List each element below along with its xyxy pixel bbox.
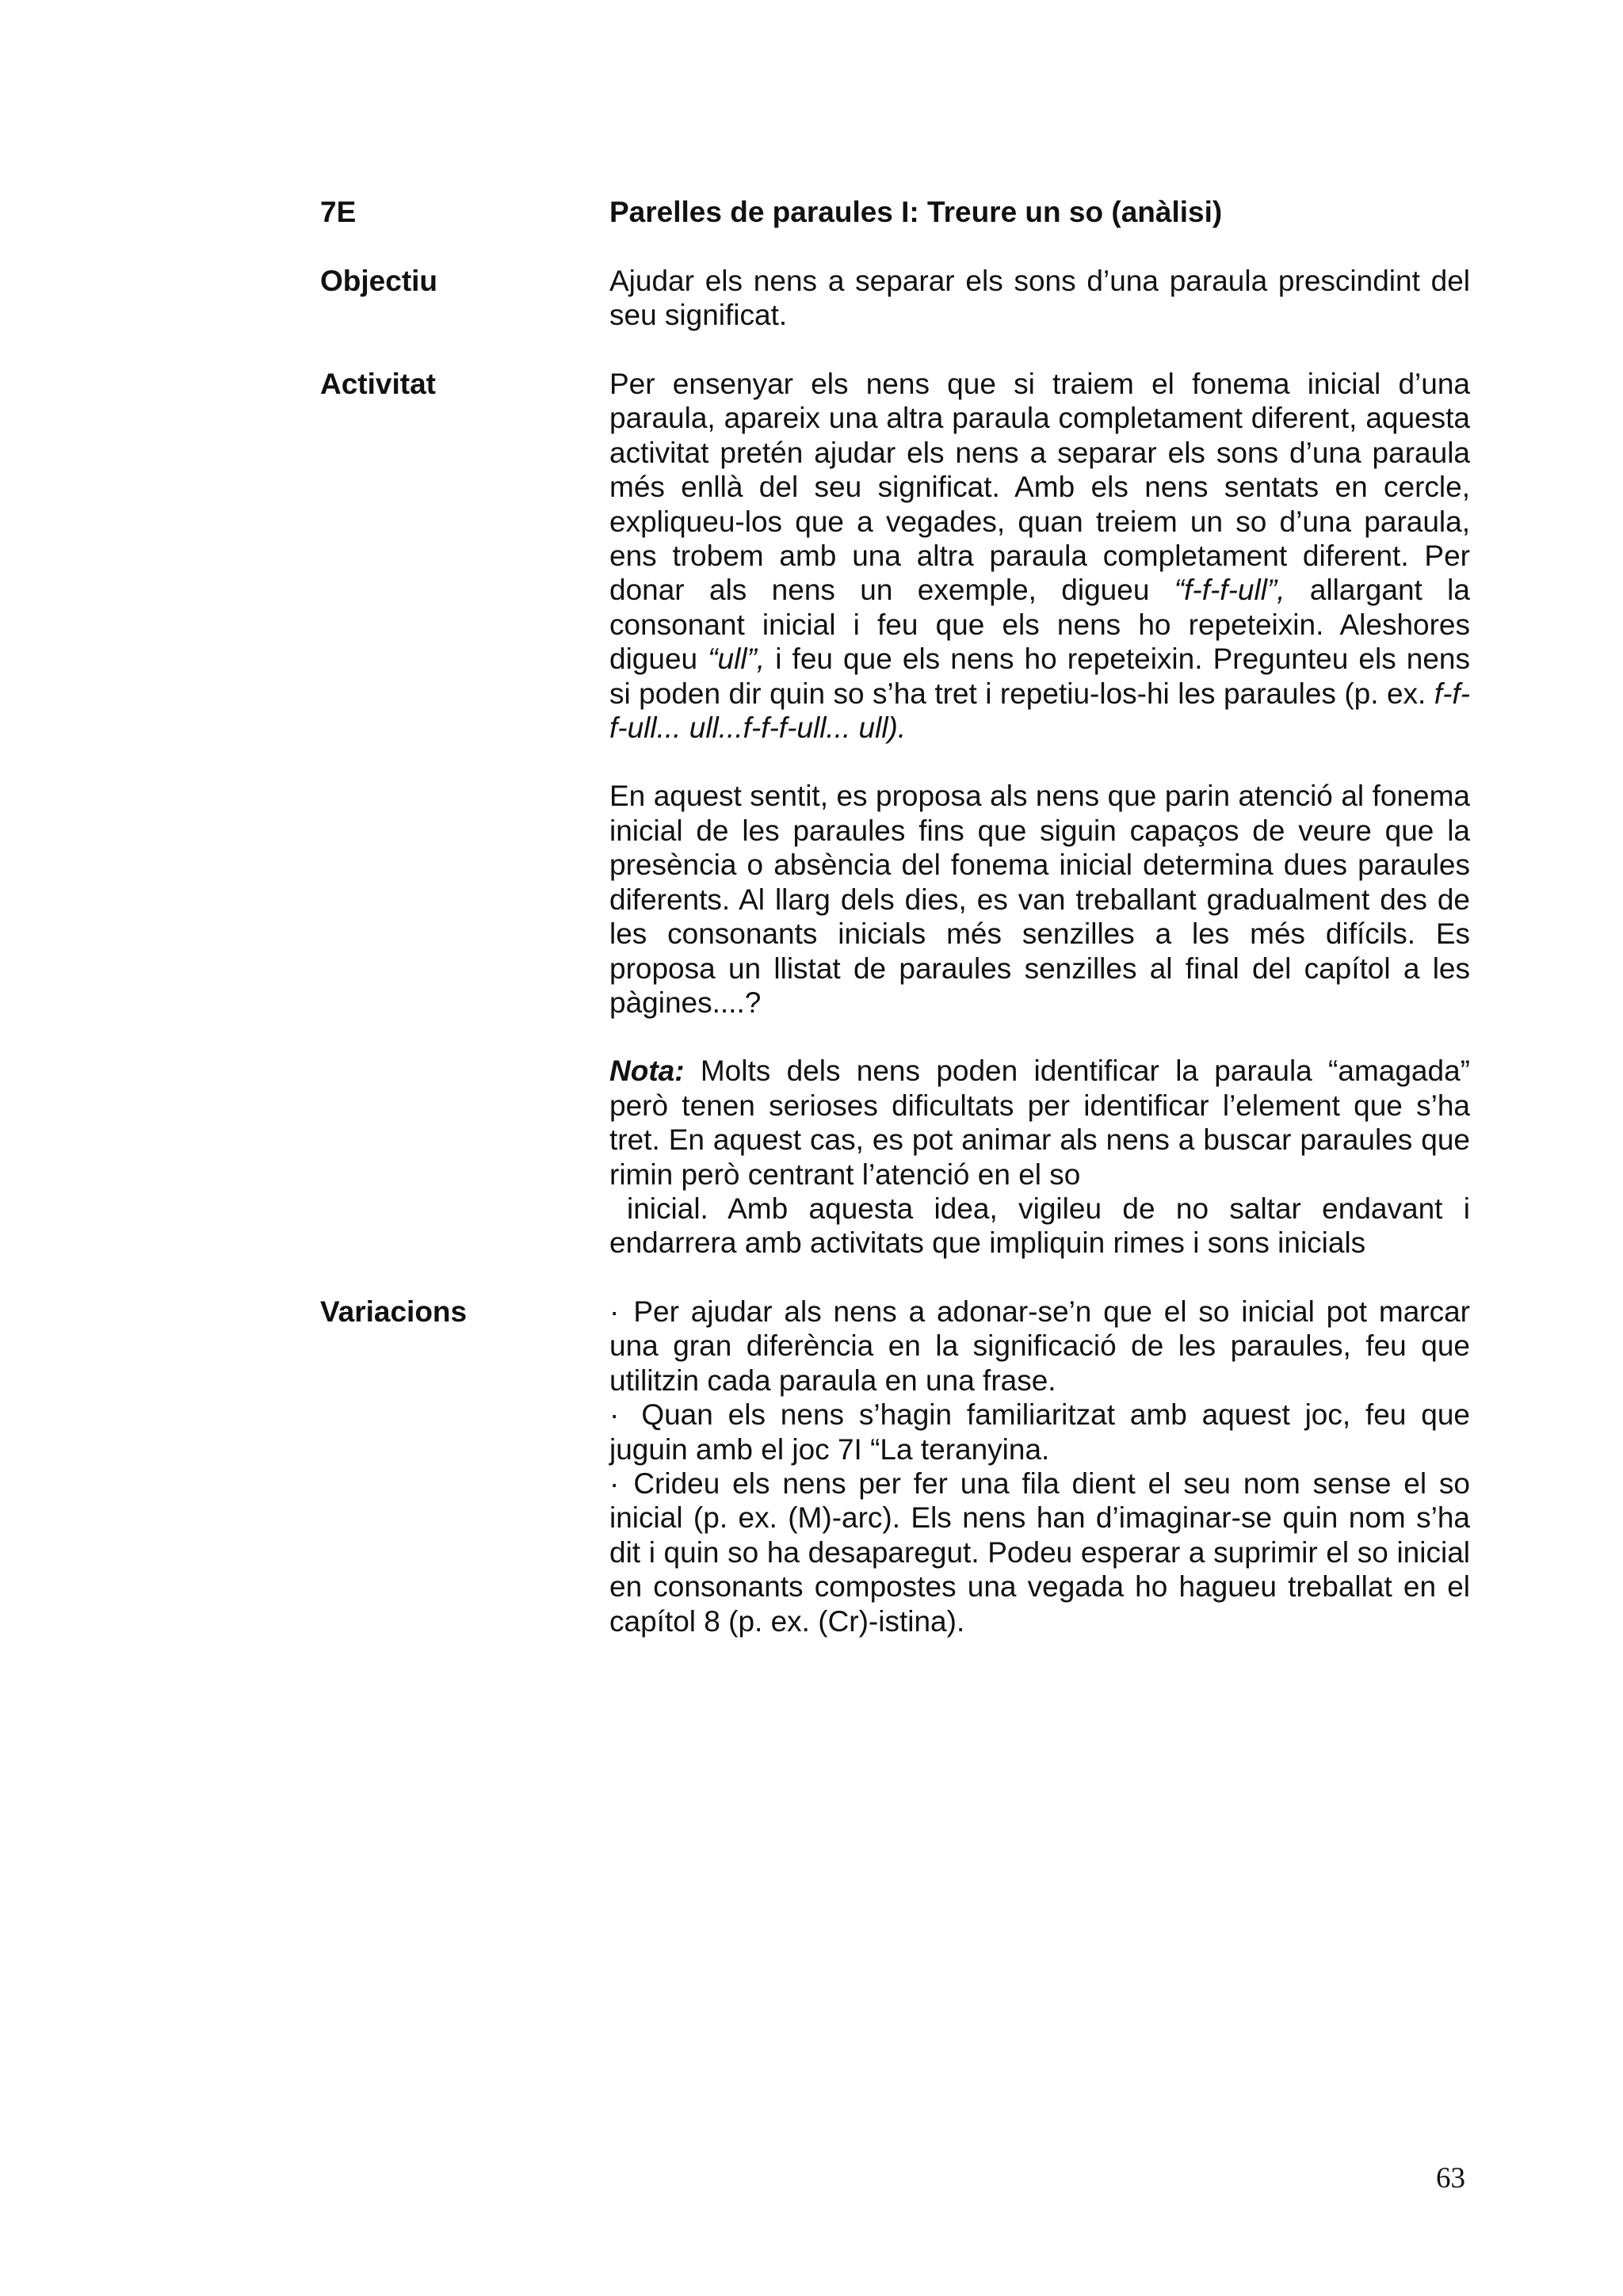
activitat-p1-text-b: allargant la consonant inicial i feu que els nens ho repeteixin. Aleshores digueu [609,574,1470,676]
page-number: 63 [1436,2162,1465,2195]
activitat-p1-text-a: Per ensenyar els nens que si traiem el fonema inicial d’una paraula, apareix una altra paraula completament diferent, aquesta activitat pretén ajudar els nens a separar els sons d’una paraula més enllà del seu significat. Amb els nens sentats en cercle, expliqueu-los que a vegades, quan treiem un so d’una paraula, ens trobem amb una altra paraula completament diferent. Per donar als nens un exemple, digueu [609,368,1470,607]
variation-text: Quan els nens s’hagin familiaritzat amb aquest joc, feu que juguin amb el joc 7I “La teranyina. [609,1398,1470,1466]
bullet-icon: · [609,1295,620,1328]
note-label: Nota: [609,1055,685,1088]
activitat-content [609,367,1470,1261]
variation-item [609,1398,1470,1466]
bullet-icon: · [609,1467,620,1501]
variation-item [609,1466,1470,1638]
activitat-note [609,1054,1470,1192]
objectiu-text: Ajudar els nens a separar els sons d’una paraula prescindint del seu significat. [609,265,1470,332]
bullet-icon: · [609,1398,620,1432]
variacions-list [609,1295,1470,1638]
note-text: Molts dels nens poden identificar la paraula “amagada” però tenen serioses dificultats per identificar l’element que s’ha tret. En aquest cas, es pot animar als nens a buscar paraules que rimin però centrant l’atenció en el so [609,1055,1470,1191]
activitat-p1-text-c: i feu que els nens ho repeteixin. Pregunteu els nens si poden dir quin so s’ha tret i repetiu-los-hi les paraules (p. ex. [609,643,1471,710]
variation-item [609,1295,1470,1398]
section-code: 7E [320,196,357,228]
activitat-paragraph-1 [609,367,1470,745]
activitat-p1-example-3: f-f-f-ull... ull...f-f-f-ull... ull). [609,677,1470,745]
activitat-p1-example-1: “f-f-f-ull”, [1174,574,1285,607]
section-title: Parelles de paraules I: Treure un so (anàlisi) [609,196,1223,228]
objectiu-content [609,264,1470,333]
variacions-label: Variacions [320,1295,468,1328]
objectiu-label: Objectiu [320,265,438,297]
variation-text: Per ajudar als nens a adonar-se’n que el so inicial pot marcar una gran diferència en la significació de les paraules, feu que utilitzin cada paraula en una frase. [609,1295,1470,1397]
activitat-label: Activitat [320,368,436,400]
activitat-note-continuation: inicial. Amb aquesta idea, vigileu de no saltar endavant i endarrera amb activitats que impliquin rimes i sons inicials [609,1192,1470,1260]
activitat-paragraph-2: En aquest sentit, es proposa als nens que parin atenció al fonema inicial de les paraules fins que siguin capaços de veure que la presència o absència del fonema inicial determina dues paraules diferents. Al llarg dels dies, es van treballant gradualment des de les consonants inicials més senzilles a les més difícils. Es proposa un llistat de paraules senzilles al final del capítol a les pàgines....? [609,780,1470,1019]
variation-text: Crideu els nens per fer una fila dient el seu nom sense el so inicial (p. ex. (M)-arc). Els nens han d’imaginar-se quin nom s’ha dit i quin so ha desaparegut. Podeu esperar a suprimir el so inicial en consonants compostes una vegada ho hagueu treballat en el capítol 8 (p. ex. (Cr)-istina). [609,1467,1470,1638]
activitat-p1-example-2: “ull”, [708,643,766,676]
